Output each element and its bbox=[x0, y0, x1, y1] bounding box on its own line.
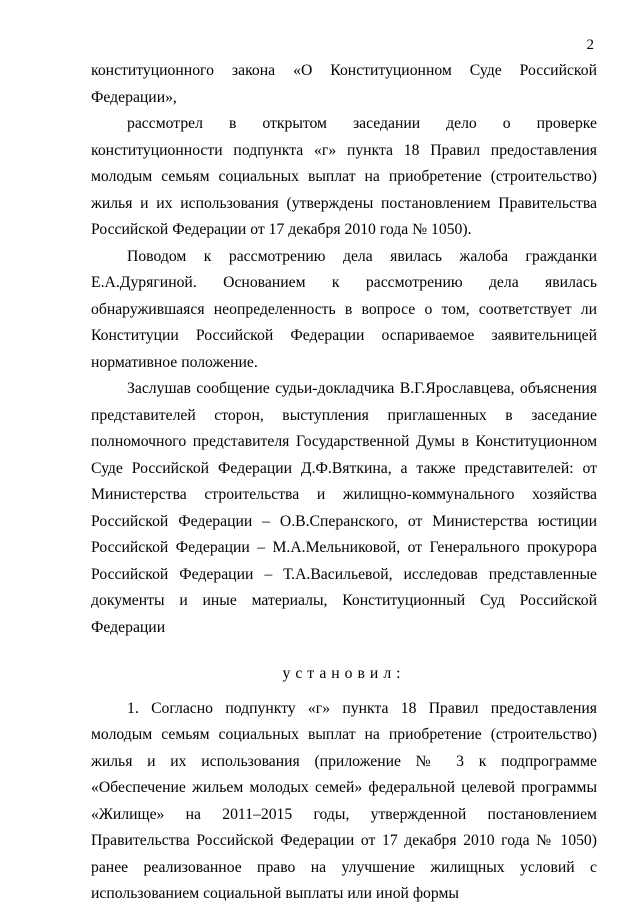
paragraph-hearing-participants: Заслушав сообщение судьи-докладчика В.Г.Ярославцева, объяснения представителей сторон, выступления приглашенных в заседание полномочного представителя Государственной Думы в Конституционном Суде Российской Федерации Д.Ф.Вяткина, а также представителей: от Министерства строительства и жилищно-коммунального хозяйства Российской Федерации – О.В.Сперанского, от Министерства юстиции Российской Федерации – М.А.Мельниковой, от Генерального прокурора Российской Федерации – Т.А.Васильевой, исследовав представленные документы и иные материалы, Конституционный Суд Российской Федерации bbox=[91, 380, 597, 636]
paragraph-point-1: 1. Согласно подпункту «г» пункта 18 Правил предоставления молодым семьям социальных выплат на приобретение (строительство) жилья и их использования (приложение № 3 к подпрограмме «Обеспечение жильем молодых семей» федеральной целевой программы «Жилище» на 2011–2015 годы, утвержденной постановлением Правительства Российской Федерации от 17 декабря 2010 года № 1050) ранее реализованное право на улучшение жилищных условий с использованием социальной выплаты или иной формы bbox=[91, 699, 597, 902]
page-number: 2 bbox=[586, 37, 594, 53]
spacer bbox=[91, 641, 597, 661]
spacer bbox=[91, 688, 597, 696]
paragraph-case-subject: рассмотрел в открытом заседании дело о проверке конституционности подпункта «г» пункта 18 Правил предоставления молодым семьям социальных выплат на приобретение (строительство) жилья и их использования (утверждены постановлением Правительства Российской Федерации от 17 декабря 2010 года № 1050). bbox=[91, 115, 597, 238]
paragraph-law-reference: конституционного закона «О Конституционном Суде Российской Федерации», bbox=[91, 62, 597, 106]
document-body bbox=[91, 58, 597, 908]
paragraph-case-grounds: Поводом к рассмотрению дела явилась жалоба гражданки Е.А.Дурягиной. Основанием к рассмотрению дела явилась обнаружившаяся неопределенность в вопросе о том, соответствует ли Конституции Российской Федерации оспариваемое заявительницей нормативное положение. bbox=[91, 247, 597, 371]
section-heading: установил: bbox=[282, 665, 406, 682]
